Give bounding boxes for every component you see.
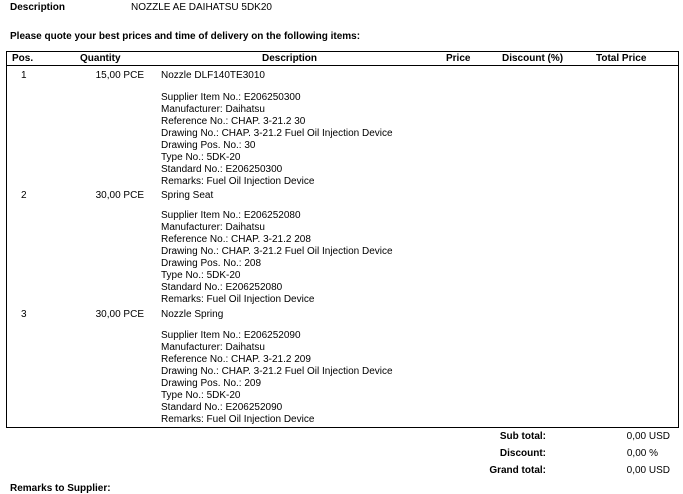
table-top-border [6,51,679,52]
description-label: Description [10,2,66,13]
discount-label: Discount: [499,448,546,459]
column-header-quantity: Quantity [80,53,121,64]
discount-value: 0,00 % [626,448,658,459]
row-title: Nozzle DLF140TE3010 [161,70,265,81]
row-title: Nozzle Spring [161,309,224,320]
column-header-price: Price [446,53,471,64]
detail-line: Drawing Pos. No.: 30 [161,140,256,151]
column-header-description: Description [262,53,318,64]
sub-total-value: 0,00 USD [626,431,670,442]
detail-line: Manufacturer: Daihatsu [161,104,265,115]
detail-line: Type No.: 5DK-20 [161,152,241,163]
detail-line: Remarks: Fuel Oil Injection Device [161,294,315,305]
detail-line: Reference No.: CHAP. 3-21.2 30 [161,116,306,127]
remarks-label: Remarks to Supplier: [10,483,111,494]
detail-line: Drawing No.: CHAP. 3-21.2 Fuel Oil Injection Device [161,128,393,139]
grand-total-value: 0,00 USD [626,465,670,476]
row-quantity: 30,00 PCE [95,190,144,201]
detail-line: Manufacturer: Daihatsu [161,222,265,233]
sub-total-label: Sub total: [499,431,546,442]
table-header-bottom-border [6,65,679,66]
row-pos: 3 [21,309,27,320]
detail-line: Type No.: 5DK-20 [161,270,241,281]
description-value: NOZZLE AE DAIHATSU 5DK20 [131,2,272,13]
detail-line: Remarks: Fuel Oil Injection Device [161,176,315,187]
row-quantity: 15,00 PCE [95,70,144,81]
row-title: Spring Seat [161,190,214,201]
detail-line: Standard No.: E206252080 [161,282,283,293]
row-details [161,330,393,426]
detail-line: Drawing Pos. No.: 208 [161,258,262,269]
detail-line: Reference No.: CHAP. 3-21.2 209 [161,354,311,365]
row-pos: 1 [21,70,27,81]
detail-line: Standard No.: E206250300 [161,164,283,175]
column-header-pos: Pos. [12,53,34,64]
detail-line: Type No.: 5DK-20 [161,390,241,401]
detail-line: Manufacturer: Daihatsu [161,342,265,353]
row-details [161,92,393,188]
row-pos: 2 [21,190,27,201]
detail-line: Reference No.: CHAP. 3-21.2 208 [161,234,311,245]
detail-line: Remarks: Fuel Oil Injection Device [161,414,315,425]
table-right-border [678,51,679,427]
column-header-total-price: Total Price [596,53,647,64]
row-quantity: 30,00 PCE [95,309,144,320]
detail-line: Supplier Item No.: E206250300 [161,92,301,103]
detail-line: Drawing No.: CHAP. 3-21.2 Fuel Oil Injection Device [161,366,393,377]
detail-line: Drawing Pos. No.: 209 [161,378,262,389]
table-bottom-border [6,427,679,428]
request-text: Please quote your best prices and time of delivery on the following items: [10,31,361,42]
column-header-discount: Discount (%) [502,53,564,64]
detail-line: Supplier Item No.: E206252080 [161,210,301,221]
row-details [161,210,393,306]
detail-line: Standard No.: E206252090 [161,402,283,413]
detail-line: Supplier Item No.: E206252090 [161,330,301,341]
detail-line: Drawing No.: CHAP. 3-21.2 Fuel Oil Injection Device [161,246,393,257]
grand-total-label: Grand total: [489,465,546,476]
table-left-border [6,51,7,427]
